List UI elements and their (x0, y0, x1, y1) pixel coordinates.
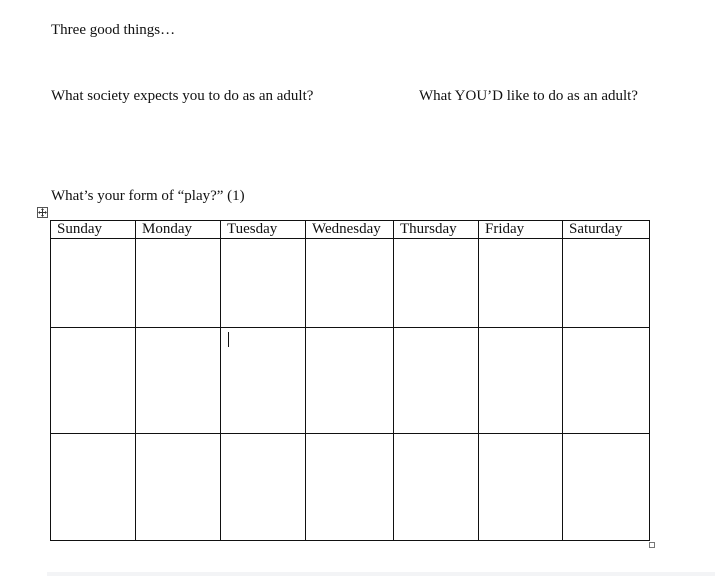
table-cell[interactable] (306, 328, 394, 434)
day-header-wednesday[interactable]: Wednesday (306, 221, 394, 239)
day-header-tuesday[interactable]: Tuesday (221, 221, 306, 239)
table-cell[interactable] (563, 434, 650, 541)
calendar-header-row (51, 221, 650, 239)
table-cell[interactable] (394, 328, 479, 434)
table-cell[interactable] (479, 328, 563, 434)
prompt-youd-like: What YOU’D like to do as an adult? (419, 88, 638, 104)
table-cell[interactable] (51, 239, 136, 328)
table-cell[interactable] (136, 328, 221, 434)
table-cell[interactable] (221, 328, 306, 434)
table-cell[interactable] (51, 328, 136, 434)
table-cell[interactable] (563, 239, 650, 328)
table-cell[interactable] (479, 239, 563, 328)
page-bottom-edge (47, 572, 715, 576)
table-cell[interactable] (136, 239, 221, 328)
table-resize-icon[interactable] (649, 542, 655, 548)
table-cell[interactable] (306, 434, 394, 541)
table-row (51, 328, 650, 434)
table-cell[interactable] (563, 328, 650, 434)
prompt-three-good-things: Three good things… (51, 22, 176, 38)
day-header-thursday[interactable]: Thursday (394, 221, 479, 239)
table-cell[interactable] (221, 434, 306, 541)
table-row (51, 434, 650, 541)
table-cell[interactable] (221, 239, 306, 328)
weekly-calendar-table (50, 220, 650, 541)
day-header-saturday[interactable]: Saturday (563, 221, 650, 239)
prompt-form-of-play: What’s your form of “play?” (1) (51, 188, 245, 204)
table-move-icon[interactable] (37, 207, 48, 218)
table-row (51, 239, 650, 328)
table-cell[interactable] (136, 434, 221, 541)
day-header-friday[interactable]: Friday (479, 221, 563, 239)
table-cell[interactable] (394, 434, 479, 541)
day-header-monday[interactable]: Monday (136, 221, 221, 239)
text-cursor (228, 332, 229, 347)
table-cell[interactable] (479, 434, 563, 541)
table-cell[interactable] (306, 239, 394, 328)
table-cell[interactable] (394, 239, 479, 328)
prompt-society-expects: What society expects you to do as an adult? (51, 88, 314, 104)
day-header-sunday[interactable]: Sunday (51, 221, 136, 239)
table-cell[interactable] (51, 434, 136, 541)
